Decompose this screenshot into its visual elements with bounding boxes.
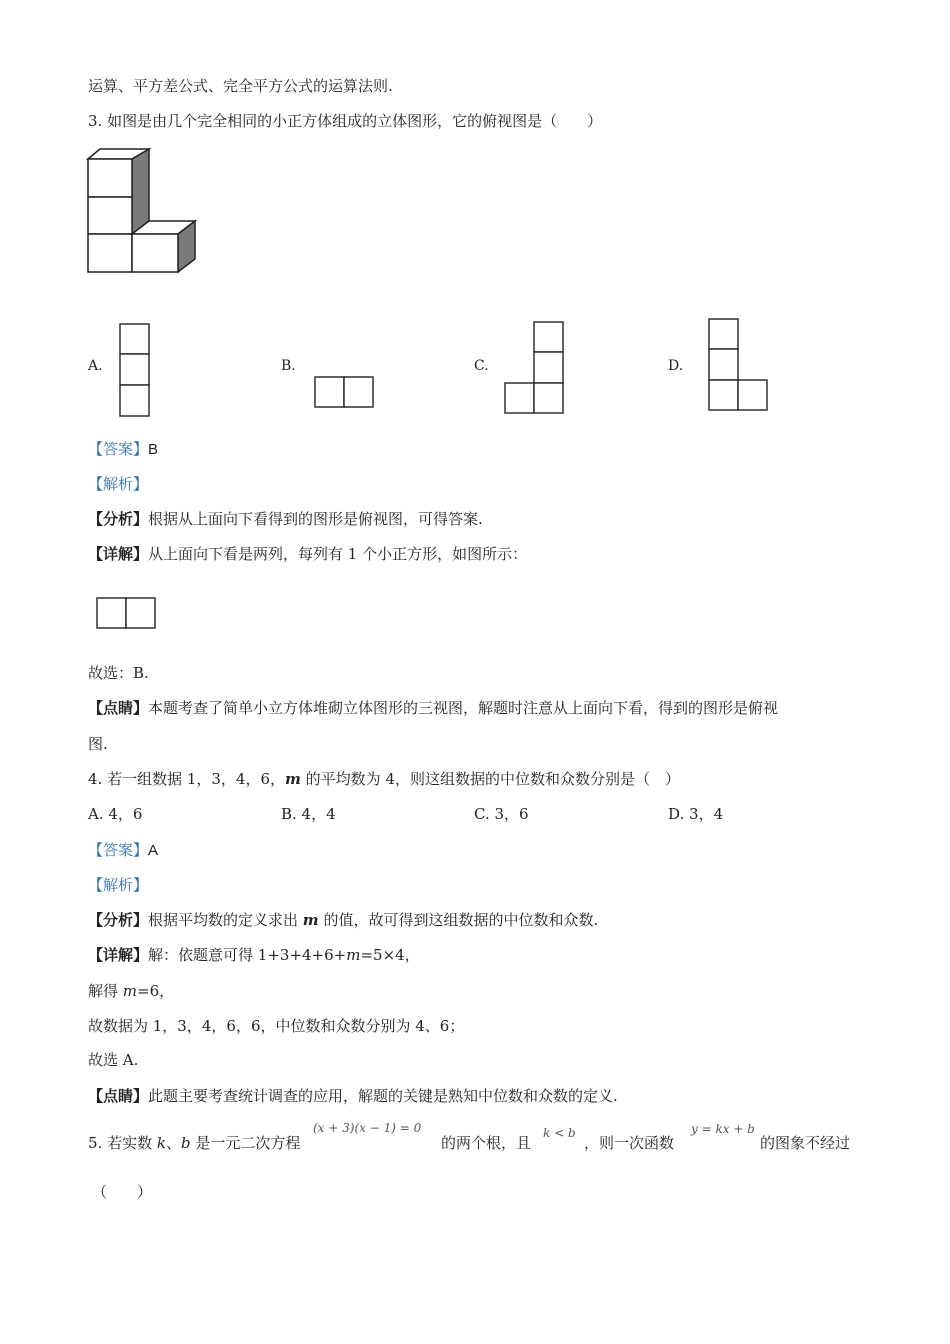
q5-paren: （ ） [92,1183,153,1201]
q4-solve-var: m [122,982,138,1000]
q3-option-c-label: C. [474,358,489,374]
q3-comment-tag: 【点睛】 [88,699,149,717]
q4-stem-pre: 4. 若一组数据 1，3，4，6， [88,770,286,788]
q3-fenxi-tag: 【分析】 [88,510,149,528]
q3-top-view-figure [96,597,158,631]
q4-answer-tag: 【答案】 [88,841,149,859]
q4-detail-tag: 【详解】 [88,946,149,964]
q3-choose: 故选：B. [88,664,149,682]
q4-analysis-tag: 【解析】 [88,876,149,894]
q4-comment [88,1086,618,1106]
q3-option-b-label: B. [281,358,296,374]
q5-stem-e: 的图象不经过 [760,1134,851,1152]
q4-option-c[interactable]: C. 3，6 [474,805,529,823]
q3-cube-front-top [88,159,132,197]
q3-option-b-figure[interactable] [314,376,376,409]
q3-option-a-label: A. [88,358,103,374]
q4-answer [88,840,158,861]
q3-detail [88,544,527,564]
q3-cube-front-bottom-right [132,234,178,272]
q3-cube-front-middle [88,197,132,234]
q4-detail-var: m [346,946,361,964]
q4-fenxi-tag: 【分析】 [88,911,149,929]
q3-answer [88,439,158,460]
q3-analysis-tag: 【解析】 [88,475,149,493]
q4-choose: 故选 A. [88,1051,139,1069]
q4-fenxi [88,910,598,930]
q3-detail-tag: 【详解】 [88,545,149,563]
q5-var-b: b [180,1134,191,1152]
q4-comment-text: 此题主要考查统计调查的应用，解题的关键是熟知中位数和众数的定义. [148,1087,618,1105]
q3-comment-cont: 图. [88,735,108,753]
q3-column-side [132,149,149,234]
q3-solid-figure [88,147,198,275]
q4-fenxi-pre: 根据平均数的定义求出 [148,911,303,929]
q5-inequality: k < b [543,1126,576,1140]
q3-comment [88,698,778,718]
q3-comment-text: 本题考查了简单小立方体堆砌立体图形的三视图，解题时注意从上面向下看，得到的图形是俯视 [148,699,779,717]
q4-solve-post: =6， [137,982,175,1000]
q4-option-b[interactable]: B. 4，4 [281,805,336,823]
q5-sep: 、 [165,1134,181,1152]
q4-detail-post: =5×4， [360,946,420,964]
q5-stem-b: 是一元二次方程 [190,1134,301,1152]
q4-fenxi-var: m [302,911,319,929]
q3-detail-text: 从上面向下看是两列，每列有 1 个小正方形，如图所示： [148,545,528,563]
q5-stem-d: ，则一次函数 [584,1134,675,1152]
q3-fenxi [88,509,483,529]
q5-stem-a-text: 5. 若实数 [88,1134,157,1152]
q5-stem-c: 的两个根，且 [441,1134,532,1152]
q4-option-d[interactable]: D. 3，4 [668,805,724,823]
q4-data-line: 故数据为 1，3，4，6，6，中位数和众数分别为 4、6； [88,1017,465,1035]
q4-solve-pre: 解得 [88,982,123,1000]
q3-option-c-figure[interactable] [504,321,566,416]
q5-equation: (x + 3)(x − 1) = 0 [313,1121,422,1135]
q5-stem-a [88,1133,300,1153]
q4-option-a[interactable]: A. 4，6 [88,805,143,823]
q5-var-k: k [156,1134,166,1152]
intro-line: 运算、平方差公式、完全平方公式的运算法则. [88,77,393,95]
q4-answer-value: A [148,842,159,859]
q3-stem: 3. 如图是由几个完全相同的小正方体组成的立体图形，它的俯视图是（ ） [88,112,603,130]
q3-cube-front-bottom-left [88,234,132,272]
q4-detail-pre: 解：依题意可得 1+3+4+6+ [148,946,347,964]
q5-function: y = kx + b [691,1122,755,1136]
q4-comment-tag: 【点睛】 [88,1087,149,1105]
q3-option-d-figure[interactable] [708,318,770,413]
q3-option-a-figure[interactable] [119,323,151,418]
q4-detail [88,945,420,965]
q4-stem-var: m [285,770,301,788]
q3-fenxi-text: 根据从上面向下看得到的图形是俯视图，可得答案. [148,510,483,528]
q4-stem-post: 的平均数为 4，则这组数据的中位数和众数分别是（ ） [300,770,680,788]
q4-stem [88,769,680,789]
q4-fenxi-post: 的值，故可得到这组数据的中位数和众数. [318,911,599,929]
q3-answer-tag: 【答案】 [88,440,149,458]
q3-answer-value: B [148,441,159,458]
q3-option-d-label: D. [668,358,684,374]
q4-solve [88,981,174,1001]
